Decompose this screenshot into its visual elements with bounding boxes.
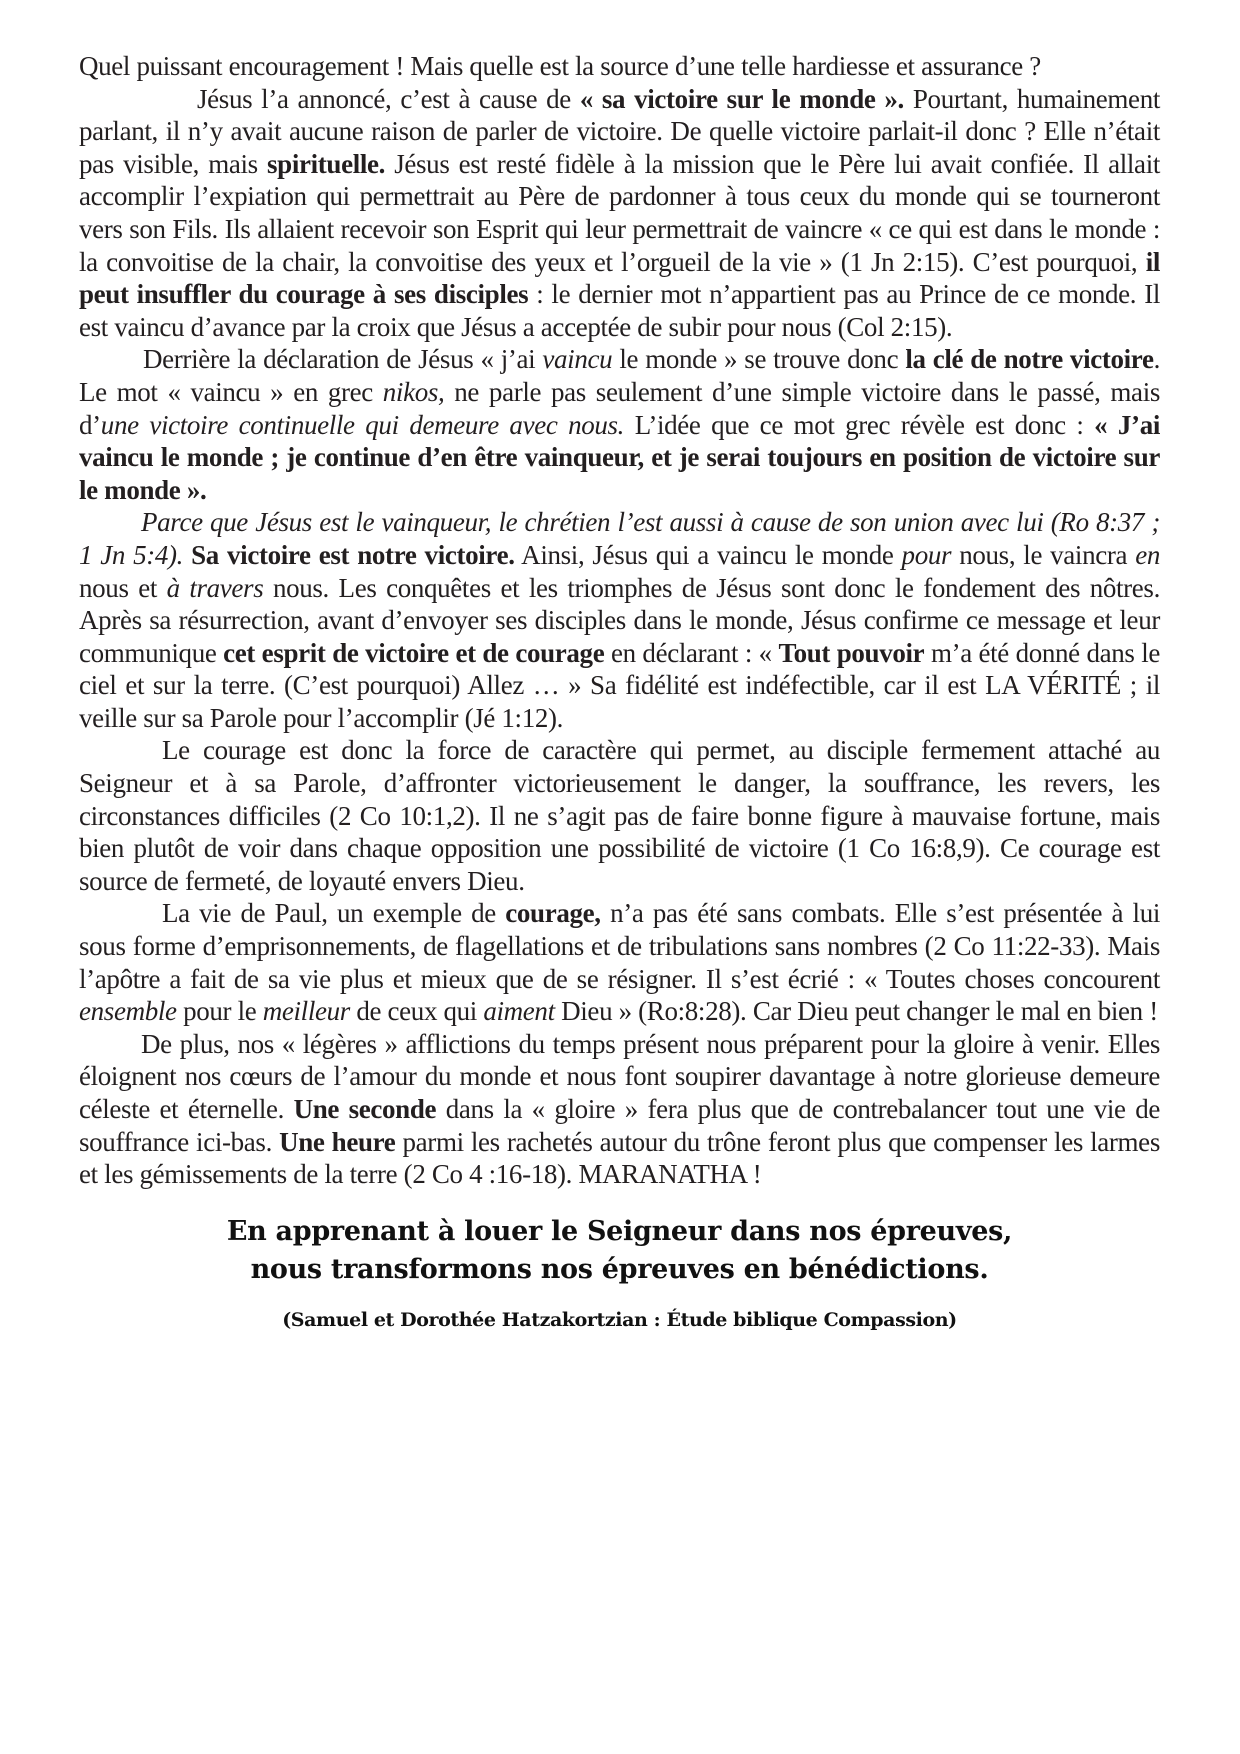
text-run: dans la « gloire » fera plus que de contrebalancer tout une vie de souffrance ici-bas. xyxy=(79,1094,1160,1157)
document-page xyxy=(79,50,1160,1331)
bold-text: la clé de notre victoire xyxy=(905,344,1154,375)
paragraph xyxy=(79,83,1160,344)
body-text xyxy=(79,50,1160,1191)
text-run: de ceux qui xyxy=(349,996,484,1027)
bold-text: spirituelle. xyxy=(267,148,386,179)
text-run: : le dernier mot n’appartient pas au Prince de ce monde. Il est vaincu d’avance par la croix que Jésus a acceptée de subir pour nous (Col 2:15). xyxy=(79,279,1160,342)
text-run: nous et xyxy=(79,572,167,603)
paragraph xyxy=(79,734,1160,897)
paragraph xyxy=(79,506,1160,734)
text-run: m’a été donné dans le ciel et sur la terre. (C’est pourquoi) Allez … » Sa fidélité est indéfectible, car il est LA VÉRITÉ ; il veille sur sa Parole pour l’accomplir (Jé 1:12). xyxy=(79,637,1160,733)
bold-text: « J’ai vaincu le monde ; je continue d’en être vainqueur, et je serai toujours en position de victoire sur le monde ». xyxy=(79,409,1160,505)
bold-text: il peut insuffler du courage à ses disciples xyxy=(79,246,1160,310)
text-run: ne parle pas seulement d’une simple victoire dans le passé, mais d’ xyxy=(79,376,1161,440)
italic-text: nikos, xyxy=(382,376,445,407)
italic-text: vaincu xyxy=(542,344,613,375)
text-run: Quel puissant encouragement ! Mais quelle est la source d’une telle hardiesse et assurance ? xyxy=(79,51,1041,81)
bold-text: Une heure xyxy=(279,1126,396,1157)
text-run: Jésus l’a annoncé, c’est à cause de xyxy=(197,83,580,114)
text-run: Ainsi, Jésus qui a vaincu le monde xyxy=(514,539,902,570)
closing-quote-line-2: nous transformons nos épreuves en bénédictions. xyxy=(250,1253,989,1285)
source-attribution: (Samuel et Dorothée Hatzakortzian : Étude biblique Compassion) xyxy=(282,1308,957,1331)
text-run: parmi les rachetés autour du trône feront plus que compenser les larmes et les gémissements de la terre (2 Co 4 :16-18). MARANATHA ! xyxy=(79,1126,1160,1190)
text-run: en déclarant : « xyxy=(604,637,779,668)
paragraph xyxy=(79,343,1160,506)
text-run: nous. Les conquêtes et les triomphes de Jésus sont donc le fondement des nôtres. Après sa résurrection, avant d’envoyer ses disciples dans le monde, Jésus confirme ce message et leur communique xyxy=(79,572,1160,668)
text-run: . Le mot « vaincu » en grec xyxy=(79,344,1160,407)
italic-text: Parce que Jésus est le vainqueur, le chrétien l’est aussi à cause de son union avec lui (Ro 8:37 ; 1 Jn 5:4). xyxy=(79,507,1160,570)
italic-text: pour xyxy=(901,539,952,570)
text-run: Jésus est resté fidèle à la mission que le Père lui avait confiée. Il allait accomplir l’expiation qui permettrait au Père de pardonner à tous ceux du monde qui se tourneront vers son Fils. Ils allaient recevoir son Esprit qui leur permettrait de vaincre « ce qui est dans le monde : la convoitise de la chair, la convoitise des yeux et l’orgueil de la vie » (1 Jn 2:15). C’est pourquoi, xyxy=(79,148,1160,277)
italic-text: ensemble xyxy=(79,996,177,1027)
text-run: Le courage est donc la force de caractère qui permet, au disciple fermement attaché au Seigneur et à sa Parole, d’affronter victorieusement le danger, la souffrance, les revers, les circonstances difficiles (2 Co 10:1,2). Il ne s’agit pas de faire bonne figure à mauvaise fortune, mais bien plutôt de voir dans chaque opposition une possibilité de victoire (1 Co 16:8,9). Ce courage est source de fermeté, de loyauté envers Dieu. xyxy=(79,735,1160,896)
text-run: n’a pas été sans combats. Elle s’est présentée à lui sous forme d’emprisonnements, de flagellations et de tribulations sans nombres (2 Co 11:22-33). Mais l’apôtre a fait de sa vie plus et mieux que de se résigner. Il s’est écrié : « Toutes choses concourent xyxy=(79,898,1161,994)
bold-text: Une seconde xyxy=(293,1094,437,1124)
italic-text: aiment xyxy=(483,996,555,1027)
text-run xyxy=(183,540,191,570)
bold-text: « sa victoire sur le monde ». xyxy=(579,83,904,114)
bold-text: cet esprit de victoire et de courage xyxy=(223,637,605,668)
bold-text: courage, xyxy=(505,898,601,929)
italic-text: en xyxy=(1135,539,1161,570)
text-run: pour le xyxy=(176,996,263,1027)
text-run: De plus, nos « légères » afflictions du temps présent nous préparent pour la gloire à venir. Elles éloignent nos cœurs de l’amour du monde et nous font soupirer davantage à notre glorieuse demeure céleste et éternelle. xyxy=(79,1028,1160,1124)
text-run: Dieu » (Ro:8:28). Car Dieu peut changer le mal en bien ! xyxy=(554,996,1158,1027)
text-run: nous, le vaincra xyxy=(951,539,1136,570)
paragraph xyxy=(79,897,1160,1027)
closing-quote-line-1: En apprenant à louer le Seigneur dans nos épreuves, xyxy=(226,1215,1013,1247)
paragraph xyxy=(79,50,1160,83)
text-run: le monde » se trouve donc xyxy=(612,344,906,375)
italic-text: meilleur xyxy=(262,996,350,1027)
text-run: Derrière la déclaration de Jésus « j’ai xyxy=(143,344,543,375)
paragraph xyxy=(79,1028,1160,1191)
bold-text: Sa victoire est notre victoire. xyxy=(191,539,515,570)
closing-quote xyxy=(79,1213,1160,1289)
text-run: L’idée que ce mot grec révèle est donc : xyxy=(624,409,1095,440)
text-run: La vie de Paul, un exemple de xyxy=(162,898,506,929)
italic-text: à travers xyxy=(166,572,264,603)
bold-text: Tout pouvoir xyxy=(778,637,925,668)
text-run: Pourtant, humainement parlant, il n’y avait aucune raison de parler de victoire. De quelle victoire parlait-il donc ? Elle n’était pas visible, mais xyxy=(79,83,1160,179)
italic-text: une victoire continuelle qui demeure avec nous. xyxy=(100,409,625,440)
